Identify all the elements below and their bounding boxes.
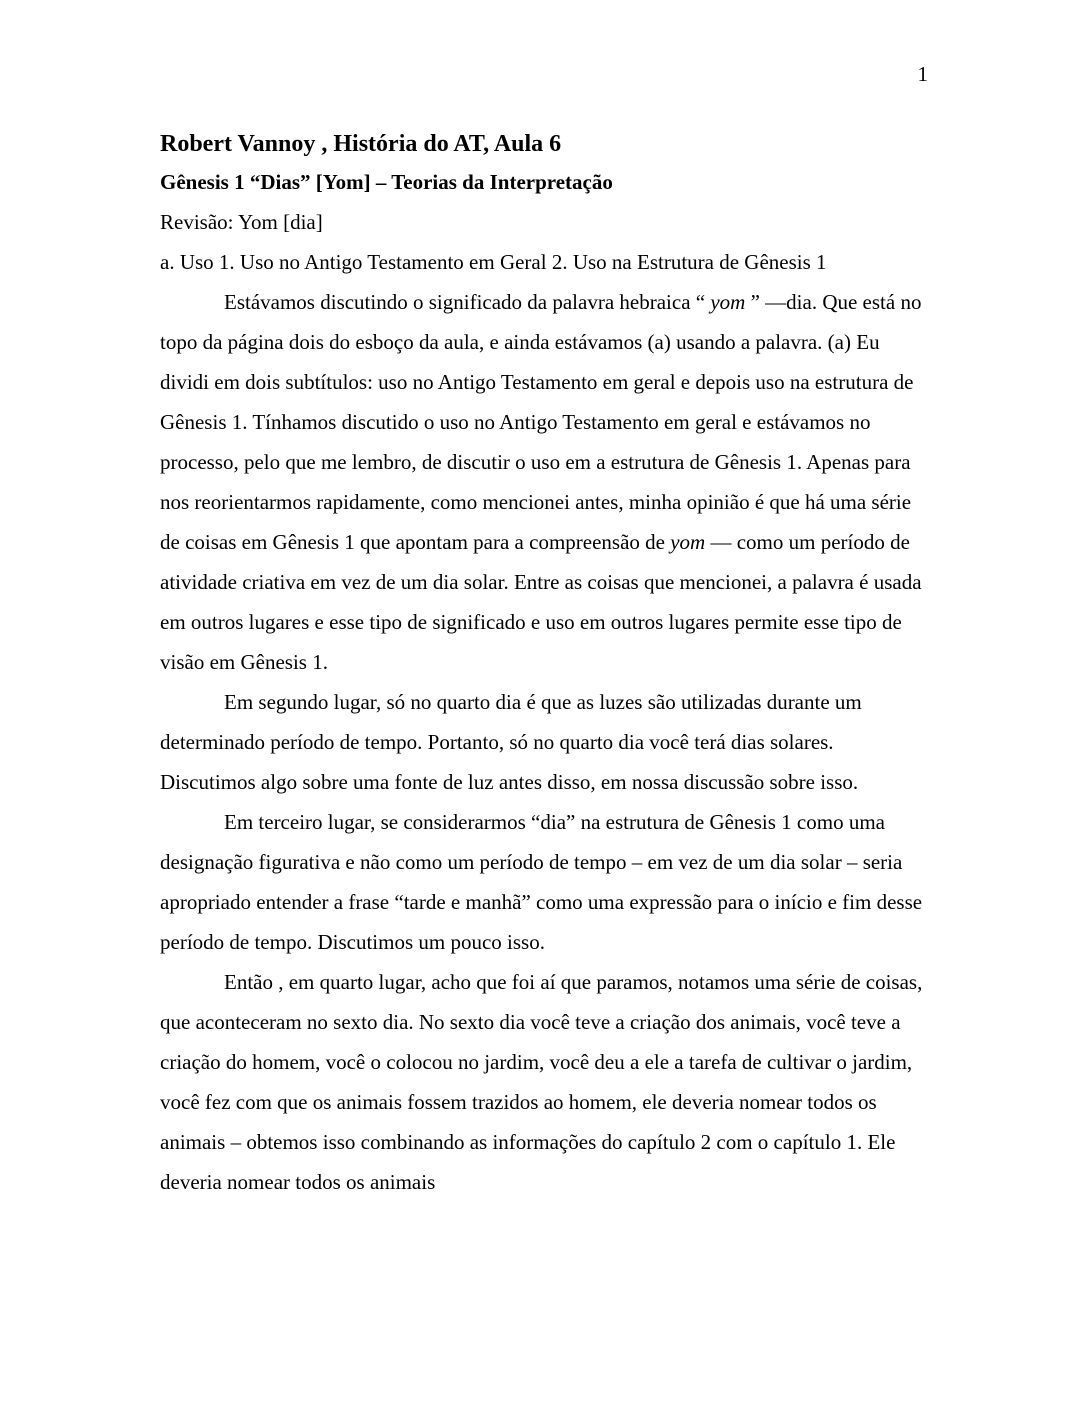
revision-line: Revisão: Yom [dia]: [160, 210, 323, 234]
paragraph-1-text-c: ” —dia. Que está no topo da página dois do esboço da aula, e ainda estávamos (a) usando a palavra. (a) Eu dividi em dois subtítulos: uso no Antigo Testamento em geral e depois uso na estrutura de Gênesis 1. Tínhamos discutido o uso no Antigo Testamento em geral e estávamos no processo, pelo que me lembro, de discutir o uso em a estrutura de Gênesis 1. Apenas para nos reorientarmos rapidamente, como mencionei antes, minha opinião é que há uma série de coisas em Gênesis 1 que apontam para a compreensão de: [160, 290, 922, 554]
page-number: 1: [917, 62, 928, 86]
document-subtitle: Gênesis 1 “Dias” [Yom] – Teorias da Interpretação: [160, 170, 613, 194]
document-title: Robert Vannoy , História do AT, Aula 6: [160, 131, 562, 157]
document-body: [160, 126, 930, 1202]
paragraph-4: Então , em quarto lugar, acho que foi aí que paramos, notamos uma série de coisas, que aconteceram no sexto dia. No sexto dia você teve a criação dos animais, você teve a criação do homem, você o colocou no jardim, você deu a ele a tarefa de cultivar o jardim, você fez com que os animais fossem trazidos ao homem, ele deveria nomear todos os animais – obtemos isso combinando as informações do capítulo 2 com o capítulo 1. Ele deveria nomear todos os animais: [160, 970, 923, 1194]
paragraph-1-text-e: — como um período de atividade criativa em vez de um dia solar. Entre as coisas que mencionei, a palavra é usada em outros lugares e esse tipo de significado e uso em outros lugares permite esse tipo de visão em Gênesis 1.: [160, 530, 922, 674]
outline-line: a. Uso 1. Uso no Antigo Testamento em Geral 2. Uso na Estrutura de Gênesis 1: [160, 250, 827, 274]
paragraph-1-italic-yom: yom: [710, 290, 751, 314]
paragraph-1-italic-yom-2: yom: [670, 530, 706, 554]
paragraph-1: [160, 282, 930, 682]
paragraph-3: Em terceiro lugar, se considerarmos “dia” na estrutura de Gênesis 1 como uma designação figurativa e não como um período de tempo – em vez de um dia solar – seria apropriado entender a frase “tarde e manhã” como uma expressão para o início e fim desse período de tempo. Discutimos um pouco isso.: [160, 810, 923, 954]
paragraph-1-text-a: Estávamos discutindo o significado da palavra hebraica “: [224, 290, 711, 314]
paragraph-2: Em segundo lugar, só no quarto dia é que as luzes são utilizadas durante um determinado período de tempo. Portanto, só no quarto dia você terá dias solares. Discutimos algo sobre uma fonte de luz antes disso, em nossa discussão sobre isso.: [160, 690, 862, 794]
